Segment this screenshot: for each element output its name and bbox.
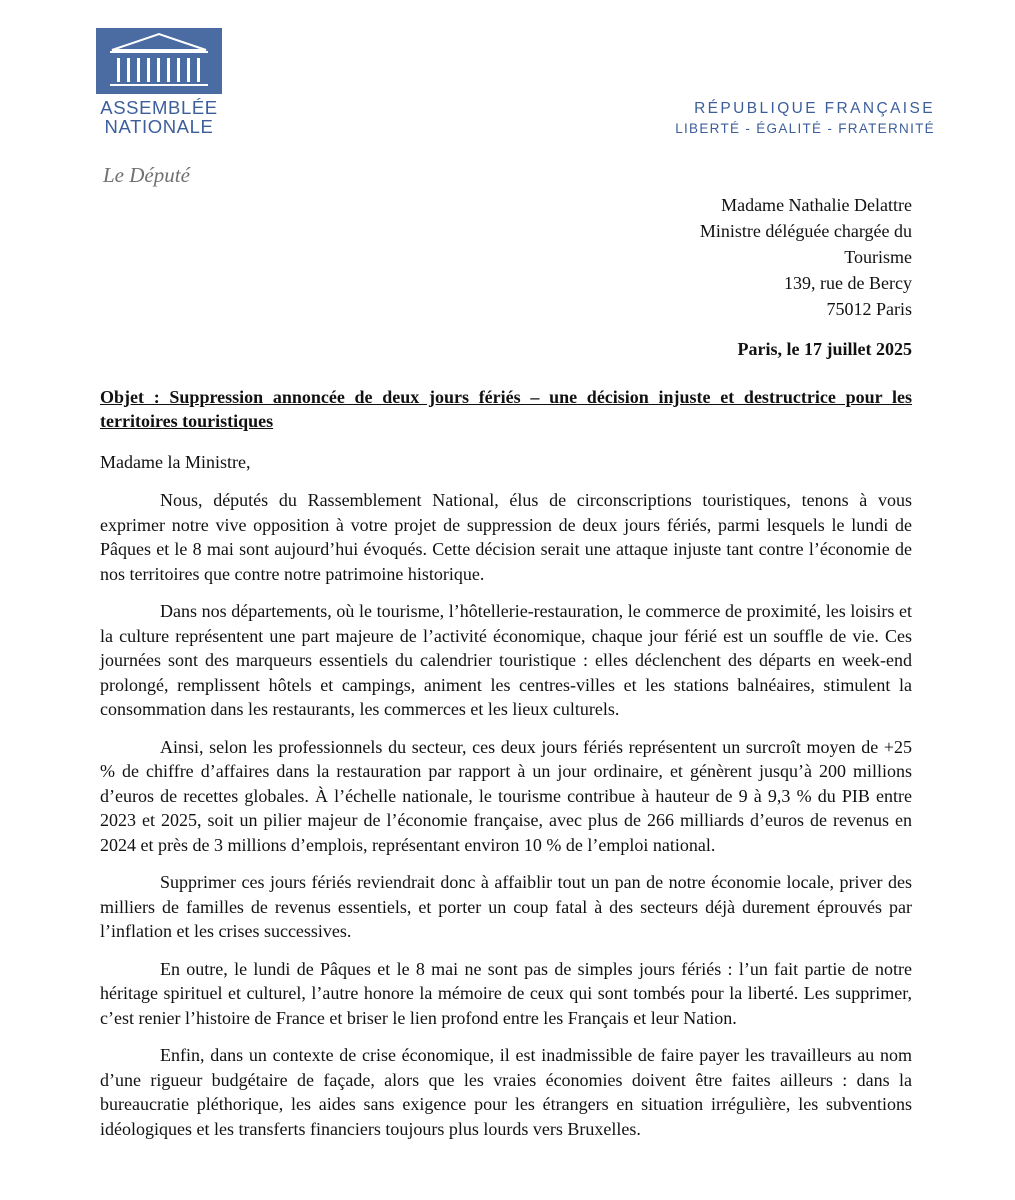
body-paragraph: Enfin, dans un contexte de crise économique, il est inadmissible de faire payer les travailleurs au nom d’une rigueur budgétaire de façade, alors que les vraies économies doivent être faites ailleurs : dans la bureaucratie pléthorique, les aides sans exigence pour les étrangers en situation irrégulière, les subventions idéologiques et les transferts financiers toujours plus lourds vers Bruxelles. [100, 1045, 912, 1139]
letter-subject: Objet : Suppression annoncée de deux jours fériés – une décision injuste et destructrice pour les territoires touristiques [100, 387, 912, 431]
republic-motto: LIBERTÉ - ÉGALITÉ - FRATERNITÉ [675, 121, 935, 136]
body-paragraph: Nous, députés du Rassemblement National, élus de circonscriptions touristiques, tenons à vous exprimer notre vive opposition à votre projet de suppression de deux jours fériés, parmi lesquels le lundi de Pâques et le 8 mai sont aujourd’hui évoqués. Cette décision serait une attaque injuste tant contre l’économie de nos territoires que contre notre patrimoine historique. [100, 490, 912, 584]
recipient-address [700, 192, 912, 322]
recipient-name: Madame Nathalie Delattre [721, 195, 912, 215]
logo-line-1: ASSEMBLÉE [100, 97, 218, 118]
body-paragraph: En outre, le lundi de Pâques et le 8 mai ne sont pas de simples jours fériés : l’un fait partie de notre héritage spirituel et culturel, l’autre honore la mémoire de ceux qui sont tombés pour la liberté. Les supprimer, c’est renier l’histoire de France et briser le lien profond entre les Français et leur Nation. [100, 958, 912, 1028]
body-paragraph: Ainsi, selon les professionnels du secteur, ces deux jours fériés représentent un surcroît moyen de +25 % de chiffre d’affaires dans la restauration par rapport à un jour ordinaire, et génèrent jusqu’à 200 millions d’euros de recettes globales. À l’échelle nationale, le tourisme contribue à hauteur de 9 à 9,3 % du PIB entre 2023 et 2025, soit un pilier majeur de l’économie française, avec plus de 266 milliards d’euros de revenus en 2024 et près de 3 millions d’emplois, représentant environ 10 % de l’emploi national. [100, 736, 912, 855]
republic-name: RÉPUBLIQUE FRANÇAISE [694, 100, 935, 117]
recipient-role-cont: Tourisme [844, 247, 912, 267]
letter-date: Paris, le 17 juillet 2025 [737, 339, 912, 359]
recipient-city: 75012 Paris [826, 299, 912, 319]
assemblee-building-icon [96, 28, 222, 94]
body-paragraph: Supprimer ces jours fériés reviendrait donc à affaiblir tout un pan de notre économie locale, priver des milliers de familles de revenus essentiels, et porter un coup fatal à des secteurs déjà durement éprouvés par l’inflation et les crises successives. [100, 872, 912, 941]
letter-body [100, 488, 912, 1154]
logo-line-2: NATIONALE [104, 116, 214, 137]
sender-title: Le Député [103, 163, 190, 187]
recipient-role: Ministre déléguée chargée du [699, 221, 912, 241]
republique-francaise-header [675, 99, 935, 138]
body-paragraph: Dans nos départements, où le tourisme, l’hôtellerie-restauration, le commerce de proximité, les loisirs et la culture représentent une part majeure de l’activité économique, chaque jour férié est un souffle de vie. Ces journées sont des marqueurs essentiels du calendrier touristique : elles déclenchent des départs en week-end prolongé, remplissent hôtels et campings, animent les centres-villes et les stations balnéaires, stimulent la consommation dans les restaurants, les commerces et les lieux culturels. [100, 601, 912, 719]
salutation: Madame la Ministre, [100, 452, 251, 472]
logo-wordmark [96, 98, 222, 136]
recipient-street: 139, rue de Bercy [784, 273, 912, 293]
assemblee-nationale-logo [96, 28, 222, 136]
